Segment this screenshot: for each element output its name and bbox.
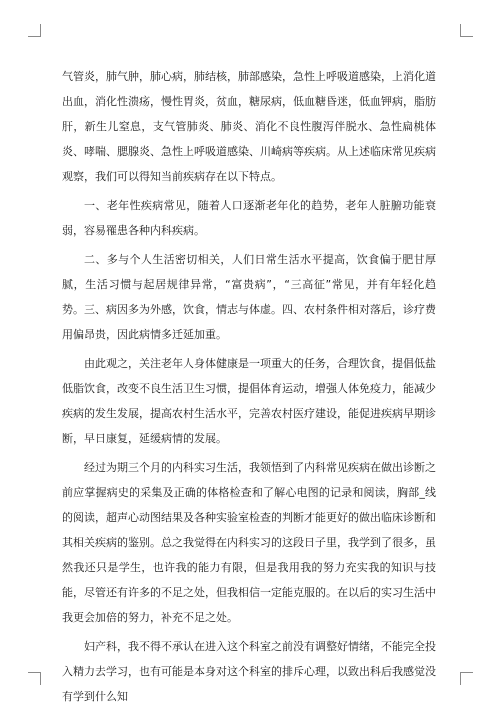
document-body bbox=[62, 64, 436, 713]
paragraph-5: 经过为期三个月的内科实习生活，我领悟到了内科常见疾病在做出诊断之前应掌握病史的采集及正确的体格检查和了解心电图的记录和阅读，胸部_线的阅读，超声心动图结果及各种实验室检查的判断才能更好的做出临床诊断和其相关疾病的鉴别。总之我觉得在内科实习的这段日子里，我学到了很多，虽然我还只是学生，也许我的能力有限，但是我用我的努力充实我的知识与技能，尽管还有许多的不足之处，但我相信一定能克服的。在以后的实习生活中我更会加倍的努力，补充不足之处。 bbox=[62, 461, 436, 624]
paragraph-1: 气管炎，肺气肿，肺心病，肺结核，肺部感染，急性上呼吸道感染，上消化道出血，消化性溃疡，慢性胃炎，贫血，糖尿病，低血糖昏迷，低血钾病，脂肪肝，新生儿窒息，支气管肺炎、肺炎、消化不良性腹泻伴脱水、急性扁桃体炎、哮喘、腮腺炎、急性上呼吸道感染、川崎病等疾病。从上述临床常见疾病观察，我们可以得知当前疾病存在以下特点。 bbox=[62, 70, 436, 183]
crop-mark-bottom-left bbox=[28, 672, 41, 685]
paragraph-4: 由此观之，关注老年人身体健康是一项重大的任务，合理饮食，提倡低盐低脂饮食，改变不良生活卫生习惯，提倡体育运动，增强人体免疫力，能减少疾病的发生发展，提高农村生活水平，完善农村医疗建设，能促进疾病早期诊断，早日康复，延缓病情的发展。 bbox=[62, 357, 436, 445]
crop-mark-bottom-right bbox=[460, 672, 473, 685]
paragraph-6: 妇产科，我不得不承认在进入这个科室之前没有调整好情绪，不能完全投入精力去学习，也有可能是本身对这个科室的排斥心理，以致出科后我感觉没有学到什么知 bbox=[62, 640, 436, 703]
paragraph-3: 二、多与个人生活密切相关，人们日常生活水平提高，饮食偏于肥甘厚腻，生活习惯与起居规律异常，“富贵病”，“三高征”常见，并有年轻化趋势。三、病因多为外感，饮食，情志与体虚。四、农村条件相对落后，诊疗费用偏昂贵，因此病情多迁延加重。 bbox=[62, 253, 436, 341]
crop-mark-top-right bbox=[460, 24, 473, 37]
paragraph-2: 一、老年性疾病常见，随着人口逐渐老年化的趋势，老年人脏腑功能衰弱，容易罹患各种内科疾病。 bbox=[62, 199, 436, 237]
crop-mark-top-left bbox=[28, 24, 41, 37]
